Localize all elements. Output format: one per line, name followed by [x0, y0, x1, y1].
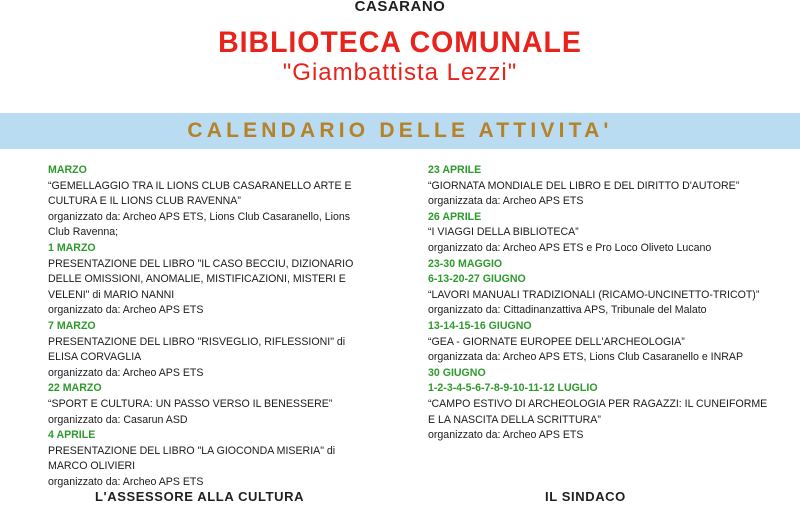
event-date: 1-2-3-4-5-6-7-8-9-10-11-12 LUGLIO [428, 382, 598, 395]
event-organizer: organizzato da: Archeo APS ETS [428, 429, 584, 442]
event-title: “GIORNATA MONDIALE DEL LIBRO E DEL DIRITTO D'AUTORE” [428, 179, 740, 192]
event-organizer: organizzato da: Archeo APS ETS e Pro Loco Oliveto Lucano [428, 241, 712, 254]
library-title: BIBLIOTECA COMUNALE [218, 26, 582, 59]
event-date: 6-13-20-27 GIUGNO [428, 273, 526, 286]
town-name: CASARANO [354, 0, 446, 15]
event-date: MARZO [48, 164, 87, 176]
event-date: 22 MARZO [48, 382, 102, 395]
event-date: 30 GIUGNO [428, 366, 486, 379]
event-title: “I VIAGGI DELLA BIBLIOTECA” [428, 226, 579, 239]
event-organizer: organizzato da: Archeo APS ETS [48, 475, 204, 488]
event-organizer: organizzato da: Casarun ASD [48, 413, 188, 426]
event-title: PRESENTAZIONE DEL LIBRO "IL CASO BECCIU, DIZIONARIO DELLE OMISSIONI, ANOMALIE, MISTIFICAZIONI, MISTERI E VELENI" di MARIO NANNI [48, 257, 354, 301]
event-title: “GEA - GIORNATE EUROPEE DELL'ARCHEOLOGIA” [428, 335, 685, 348]
event-organizer: organizzato da: Cittadinanzattiva APS, Tribunale del Malato [428, 304, 707, 317]
library-subtitle: "Giambattista Lezzi" [282, 59, 518, 86]
footer-assessore: L'ASSESSORE ALLA CULTURA [95, 489, 305, 504]
event-date: 13-14-15-16 GIUGNO [428, 319, 532, 332]
event-date: 4 APRILE [48, 429, 96, 442]
event-title: “LAVORI MANUALI TRADIZIONALI (RICAMO-UNCINETTO-TRICOT)” [428, 288, 760, 301]
event-title: “CAMPO ESTIVO DI ARCHEOLOGIA PER RAGAZZI: IL CUNEIFORME E LA NASCITA DELLA SCRITTURA” [428, 397, 768, 426]
event-title: PRESENTAZIONE DEL LIBRO "RISVEGLIO, RIFLESSIONI" di ELISA CORVAGLIA [48, 335, 346, 364]
event-organizer: organizzato da: Archeo APS ETS [48, 304, 204, 317]
event-title: “GEMELLAGGIO TRA IL LIONS CLUB CASARANELLO ARTE E CULTURA E IL LIONS CLUB RAVENNA” [48, 179, 352, 208]
event-title: “SPORT E CULTURA: UN PASSO VERSO IL BENESSERE” [48, 397, 333, 410]
right-event-column [428, 163, 773, 444]
calendar-band [0, 113, 800, 149]
left-event-column [48, 163, 373, 490]
event-date: 7 MARZO [48, 319, 96, 332]
event-date: 1 MARZO [48, 241, 96, 254]
event-organizer: organizzata da: Archeo APS ETS, Lions Club Casaranello e INRAP [428, 351, 744, 364]
event-title: PRESENTAZIONE DEL LIBRO "LA GIOCONDA MISERIA" di MARCO OLIVIERI [48, 444, 336, 473]
event-date: 26 APRILE [428, 210, 482, 223]
event-organizer: organizzato da: Archeo APS ETS, Lions Club Casaranello, Lions Club Ravenna; [48, 210, 351, 239]
calendar-title: CALENDARIO DELLE ATTIVITA' [187, 119, 613, 142]
event-date: 23 APRILE [428, 164, 482, 176]
event-organizer: organizzato da: Archeo APS ETS [48, 366, 204, 379]
event-date: 23-30 MAGGIO [428, 257, 503, 270]
event-organizer: organizzata da: Archeo APS ETS [428, 195, 584, 208]
footer-sindaco: IL SINDACO [545, 489, 626, 504]
